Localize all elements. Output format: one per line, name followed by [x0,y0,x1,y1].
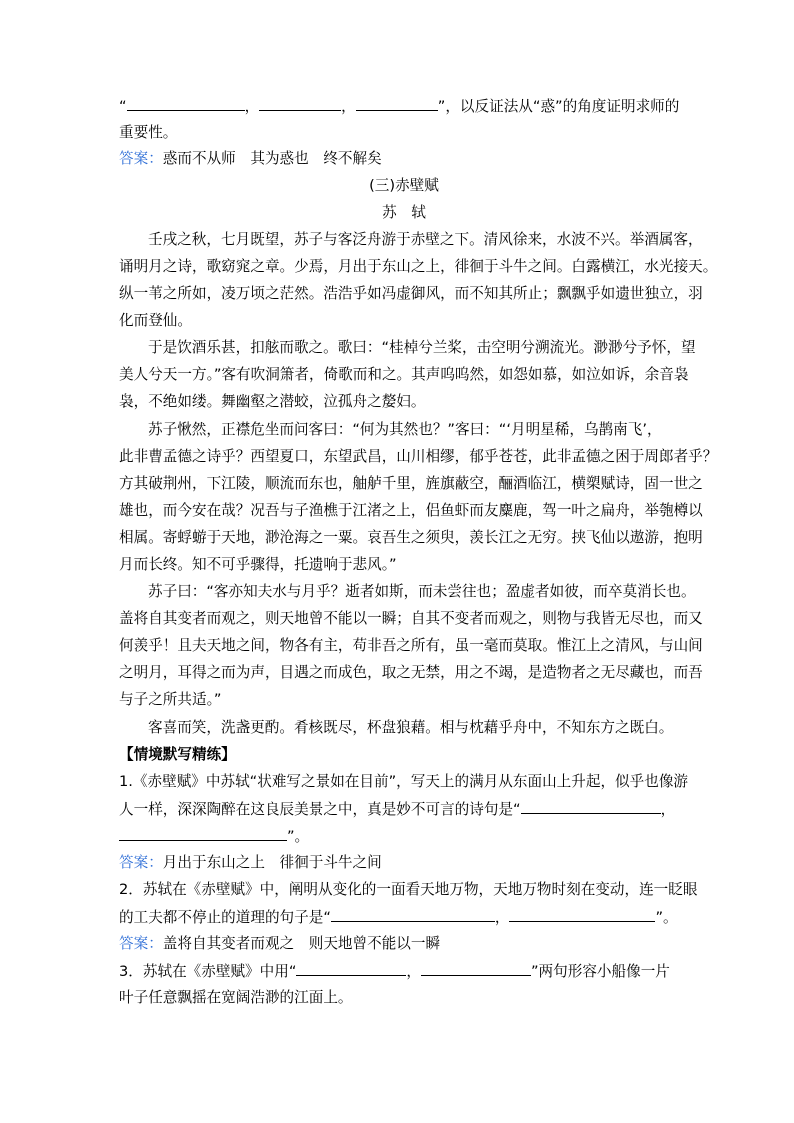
fill-blank[interactable] [421,961,531,976]
answer-text: 惑而不从师 其为惑也 终不解矣 [162,150,382,167]
paragraph-4-line: 盖将自其变者而观之，则天地曾不能以一瞬；自其不变者而观之，则物与我皆无尽也，而又 [119,610,703,627]
answer-label: 答案： [119,150,163,167]
question-1-line: 1.《赤壁赋》中苏轼“状难写之景如在目前”，写天上的满月从东面山上升起，似乎也像游 [119,773,689,790]
answer-text: 月出于东山之上 徘徊于斗牛之间 [162,854,382,871]
paragraph-4-line: 与子之所共适。” [119,691,222,708]
question-2-line: 的工夫都不停止的道理的句子是“ ， ”。 [119,909,678,926]
intro-line-2: 重要性。 [119,124,178,141]
answer-1 [119,149,689,169]
paragraph-2-line: 于是饮酒乐甚，扣舷而歌之。歌曰：“桂棹兮兰桨，击空明兮溯流光。渺渺兮予怀，望 [148,339,696,356]
paragraph-3-line: 苏子愀然，正襟危坐而问客曰：“何为其然也？”客曰：“‘月明星稀，乌鹊南飞’， [148,421,662,438]
paragraph-1-line: 诵明月之诗，歌窈窕之章。少焉，月出于东山之上，徘徊于斗牛之间。白露横江，水光接天。 [119,258,718,275]
answer-label: 答案： [119,935,163,952]
paragraph-3-line: 相属。寄蜉蝣于天地，渺沧海之一粟。哀吾生之须臾，羡长江之无穷。挟飞仙以遨游，抱明 [119,529,703,546]
paragraph-3-line: 雄也，而今安在哉？况吾与子渔樵于江渚之上，侣鱼虾而友麋鹿，驾一叶之扁舟，举匏樽以 [119,502,703,519]
paragraph-3-line: 月而长终。知不可乎骤得，托遗响于悲风。” [119,556,397,573]
section-title: (三)赤壁赋 [369,177,439,194]
fill-blank[interactable] [331,907,495,922]
fill-blank[interactable] [127,96,245,111]
fill-blank[interactable] [296,961,406,976]
author-name: 苏 轼 [382,204,426,221]
fill-blank[interactable] [119,826,287,841]
fill-blank[interactable] [356,96,438,111]
question-1-line: ”。 [119,826,689,847]
paragraph-2-line: 袅，不绝如缕。舞幽壑之潜蛟，泣孤舟之嫠妇。 [119,393,426,410]
paragraph-3-line: 此非曹孟德之诗乎？西望夏口，东望武昌，山川相缪，郁乎苍苍，此非孟德之困于周郎者乎？ [119,448,718,465]
paragraph-1-line: 壬戌之秋，七月既望，苏子与客泛舟游于赤壁之下。清风徐来，水波不兴。举酒属客， [148,231,703,248]
paragraph-5-line: 客喜而笑，洗盏更酌。肴核既尽，杯盘狼藉。相与枕藉乎舟中，不知东方之既白。 [148,719,674,736]
fill-blank[interactable] [509,907,655,922]
answer-2 [119,853,689,873]
question-1-line: 人一样，深深陶醉在这良辰美景之中，真是妙不可言的诗句是“ ， [119,801,676,818]
paragraph-4-line: 何羡乎！且夫天地之间，物各有主，苟非吾之所有，虽一毫而莫取。惟江上之清风，与山间 [119,637,703,654]
answer-text: 盖将自其变者而观之 则天地曾不能以一瞬 [162,935,441,952]
practice-heading: 【情境默写精练】 [119,746,236,763]
question-2-line: 2．苏轼在《赤壁赋》中，阐明从变化的一面看天地万物，天地万物时刻在变动，连一眨眼 [119,881,698,898]
intro-line-1: “ ， ， ”，以反证法从“惑”的角度证明求师的 [119,98,680,115]
question-3-line: 3．苏轼在《赤壁赋》中用“ ， ”两句形容小船像一片 [119,963,670,980]
answer-label: 答案： [119,854,163,871]
paragraph-1-line: 化而登仙。 [119,312,192,329]
fill-blank[interactable] [259,96,341,111]
question-3-line: 叶子任意飘摇在宽阔浩渺的江面上。 [119,989,353,1006]
answer-3 [119,934,689,954]
paragraph-2-line: 美人兮天一方。”客有吹洞箫者，倚歌而和之。其声呜呜然，如怨如慕，如泣如诉，余音袅 [119,366,689,383]
paragraph-4-line: 之明月，耳得之而为声，目遇之而成色，取之无禁，用之不竭，是造物者之无尽藏也，而吾 [119,664,703,681]
paragraph-3-line: 方其破荆州，下江陵，顺流而东也，舳舻千里，旌旗蔽空，酾酒临江，横槊赋诗，固一世之 [119,475,703,492]
paragraph-1-line: 纵一苇之所如，凌万顷之茫然。浩浩乎如冯虚御风，而不知其所止；飘飘乎如遗世独立，羽 [119,285,703,302]
paragraph-4-line: 苏子曰：“客亦知夫水与月乎？逝者如斯，而未尝往也；盈虚者如彼，而卒莫消长也。 [148,583,696,600]
fill-blank[interactable] [521,799,661,814]
